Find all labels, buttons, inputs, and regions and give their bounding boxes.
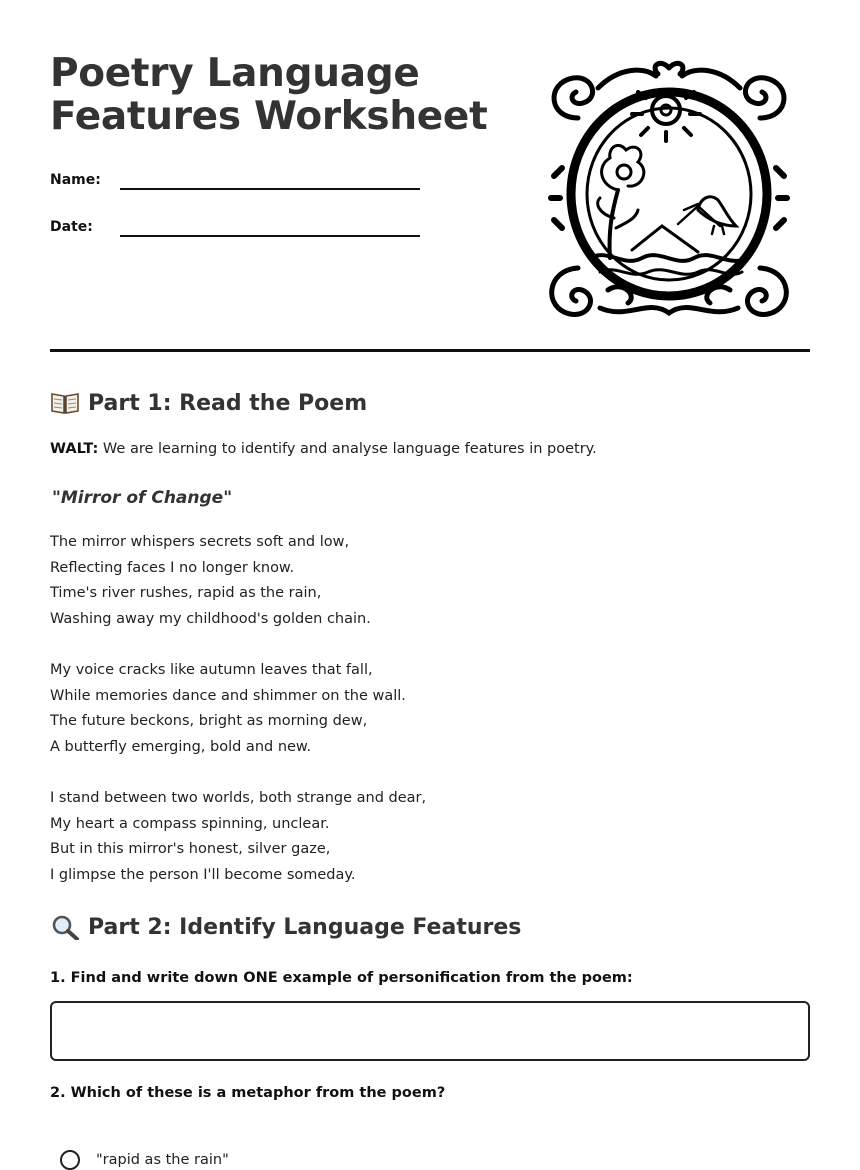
magnifying-glass-icon	[50, 914, 80, 940]
date-field	[50, 211, 430, 241]
poem-title: "Mirror of Change"	[52, 488, 233, 508]
walt-statement	[50, 441, 597, 457]
date-label: Date:	[50, 219, 93, 235]
open-book-icon	[50, 390, 80, 416]
poem-line: The mirror whispers secrets soft and low,	[50, 534, 350, 550]
ornamental-letter-o-icon	[538, 58, 800, 324]
header-divider	[50, 349, 810, 352]
question-1: 1. Find and write down ONE example of personification from the poem:	[50, 970, 633, 986]
name-input-line[interactable]	[120, 164, 420, 190]
part2-heading	[50, 914, 521, 940]
poem-text	[50, 530, 426, 914]
title-line-1: Poetry Language	[50, 51, 420, 96]
question-2: 2. Which of these is a metaphor from the poem?	[50, 1085, 446, 1101]
name-field	[50, 164, 430, 194]
poem-line: A butterfly emerging, bold and new.	[50, 738, 312, 755]
walt-text: We are learning to identify and analyse language features in poetry.	[102, 441, 597, 457]
poem-line: I stand between two worlds, both strange and dear,	[50, 789, 427, 806]
poem-stanza-2	[50, 658, 426, 760]
name-label: Name:	[50, 172, 101, 188]
personification-answer-input[interactable]	[50, 1001, 810, 1061]
poem-stanza-3	[50, 786, 426, 888]
poem-line: I glimpse the person I'll become someday.	[50, 866, 356, 883]
radio-button[interactable]	[60, 1150, 80, 1170]
part2-heading-text: Part 2: Identify Language Features	[88, 914, 522, 940]
poem-stanza-1	[50, 530, 426, 632]
title-line-2: Features Worksheet	[50, 94, 488, 139]
part1-heading	[50, 390, 367, 416]
poem-line: Reflecting faces I no longer know.	[50, 559, 295, 576]
poem-line: Washing away my childhood's golden chain.	[50, 610, 371, 627]
date-input-line[interactable]	[120, 211, 420, 237]
part1-heading-text: Part 1: Read the Poem	[88, 390, 368, 416]
poem-line: But in this mirror's honest, silver gaze,	[50, 841, 331, 858]
metaphor-option-1[interactable]	[60, 1150, 229, 1170]
poem-line: While memories dance and shimmer on the wall.	[50, 687, 406, 704]
poem-line: My voice cracks like autumn leaves that fall,	[50, 661, 373, 678]
poem-line: Time's river rushes, rapid as the rain,	[50, 585, 322, 602]
poem-line: The future beckons, bright as morning dew,	[50, 713, 368, 730]
option-label: "rapid as the rain"	[96, 1152, 229, 1168]
walt-label: WALT:	[50, 441, 99, 457]
worksheet-title	[50, 52, 520, 138]
poem-line: My heart a compass spinning, unclear.	[50, 815, 330, 832]
